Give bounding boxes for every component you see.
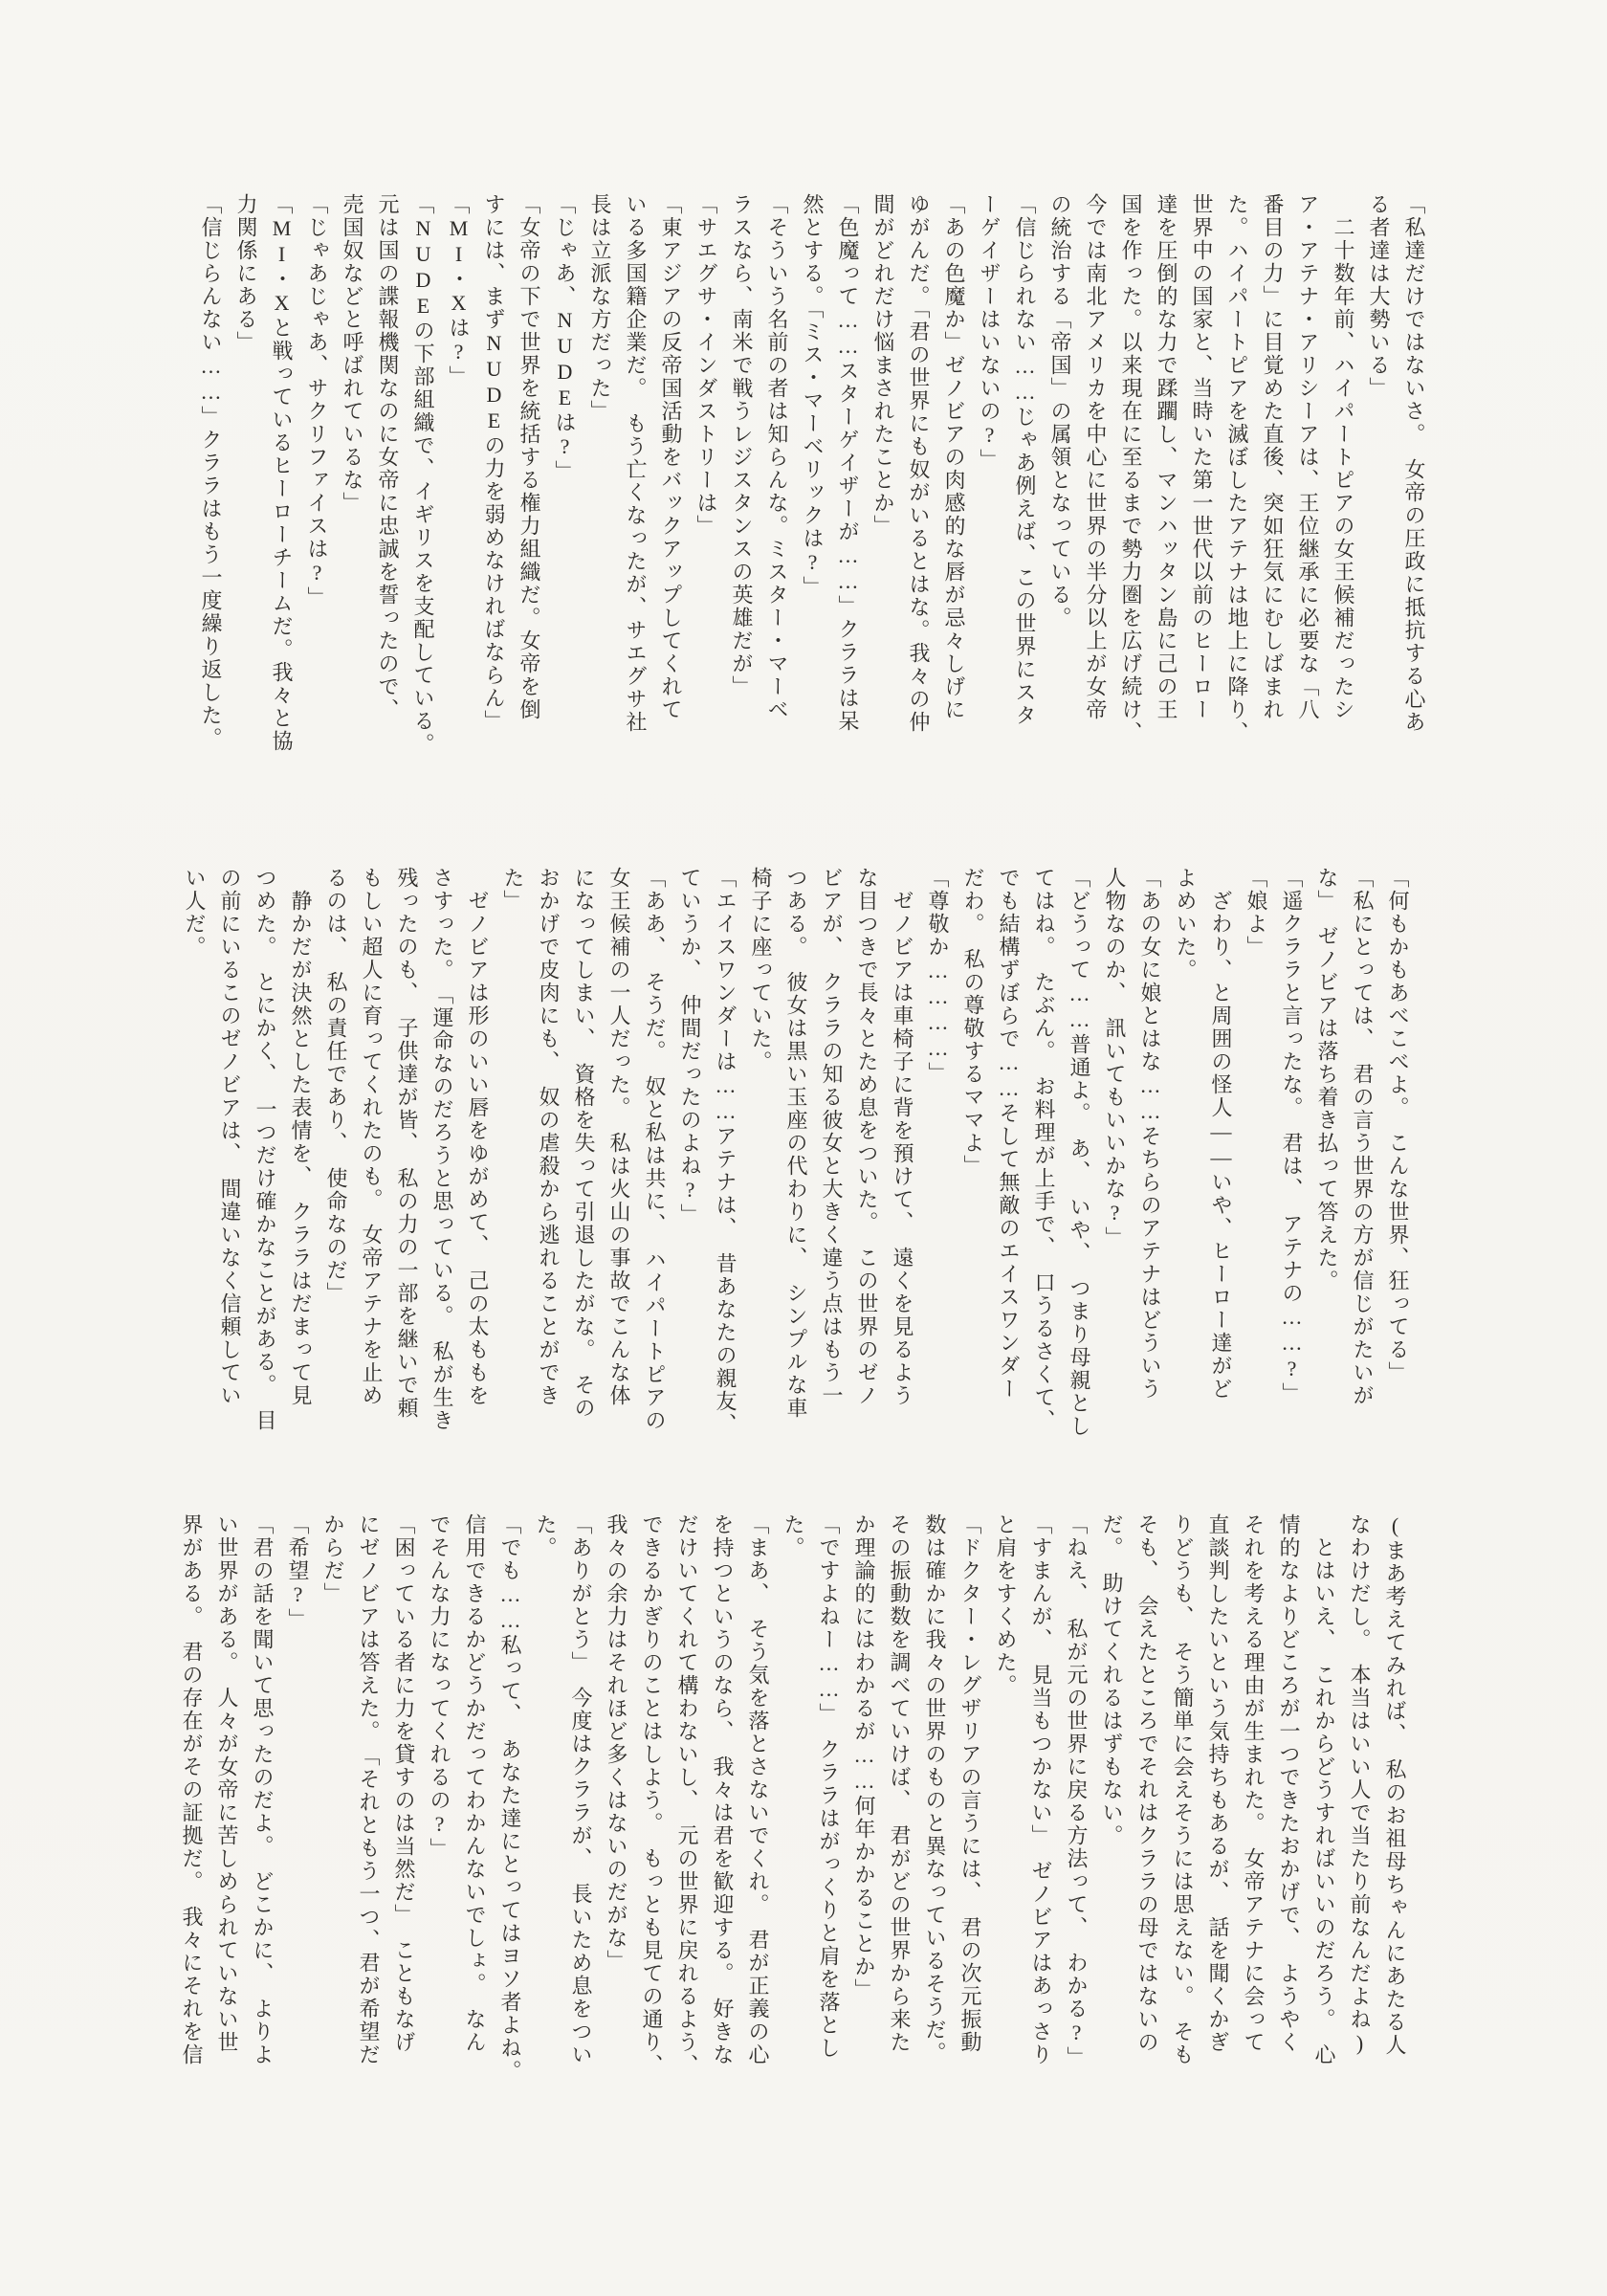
text-column: からだ」	[321, 1513, 345, 1605]
text-column: 女王候補の一人だった。 私は火山の事故でこんな体	[607, 867, 631, 1407]
text-column: 「ですよねー……」 クララはがっくりと肩を落とし	[817, 1513, 841, 2060]
text-column: 力関係にある」	[234, 193, 258, 354]
text-column: の統治する「帝国」の属領となっている。	[1048, 193, 1072, 629]
text-column: た。ハイパートピアを滅ぼしたアテナは地上に降り、	[1225, 193, 1249, 744]
text-column: 「私達だけではないさ。 女帝の圧政に抵抗する心あ	[1402, 193, 1426, 734]
text-column: 「すまんが、 見当もつかない」 ゼノビアはあっさり	[1029, 1513, 1053, 2066]
text-column: ゆがんだ。「君の世界にも奴がいるとはな。我々の仲	[907, 193, 931, 734]
text-column: とはいえ、 これからどうすればいいのだろう。 心	[1312, 1513, 1336, 2066]
text-column: 世界中の国家と、当時いた第一世代以前のヒーロー	[1190, 193, 1214, 721]
text-column: 「どうって……普通よ。 あ、 いや、 つまり母親とし	[1068, 867, 1091, 1438]
text-column: 「東アジアの反帝国活動をバックアップしてくれて	[659, 193, 683, 721]
text-column: 「君の話を聞いて思ったのだよ。 どこかに、 よりよ	[251, 1513, 275, 2066]
text-column: 「希望?」	[286, 1513, 310, 1631]
text-column: なわけだし。 本当はいい人で当たり前なんだよね)	[1348, 1513, 1372, 2057]
text-column: さすった。 「運命なのだろうと思っている。 私が生き	[430, 867, 454, 1432]
text-column: だけいてくれて構わないし、 元の世界に戻れるよう、	[675, 1513, 699, 2077]
text-block-middle	[177, 867, 1416, 1471]
text-column: 番目の力」に目覚めた直後、突如狂気にむしばまれ	[1261, 193, 1285, 721]
text-column: 然とする。「ミス・マーベリックは?」	[801, 193, 825, 599]
text-column: よめいた。	[1174, 867, 1198, 982]
text-column: 「遥クララと言ったな。 君は、 アテナの……?」	[1280, 867, 1304, 1405]
text-column: 「NUDEの下部組織で、イギリスを支配している。	[411, 193, 435, 756]
text-column: を持つというのなら、 我々は君を歓迎する。 好きな	[711, 1513, 735, 2066]
text-column: 「じゃあじゃあ、サクリファイスは?」	[305, 193, 329, 609]
text-column: 「信じらんない……」クララはもう一度繰り返した。	[199, 193, 223, 750]
text-column: 数は確かに我々の世界のものと異なっているそうだ。	[923, 1513, 947, 2064]
text-column: た。	[781, 1513, 805, 1559]
text-column: 「MI・Xと戦っているヒーローチームだ。我々と協	[270, 193, 294, 753]
text-block-top	[193, 193, 1432, 798]
text-column: 「困っている者に力を貸すのは当然だ」 こともなげ	[392, 1513, 416, 2054]
text-column: 「でも……私って、 あなた達にとってはヨソ者よね。	[498, 1513, 522, 2083]
text-column: 「MI・Xは?」	[447, 193, 471, 388]
text-column: ざわり、と周囲の怪人——いや、ヒーロー達がど	[1209, 867, 1233, 1401]
text-column: 我々の余力はそれほど多くはないのだがな」	[605, 1513, 628, 1973]
text-column: 「娘よ」	[1244, 867, 1268, 959]
text-column: できるかぎりのことはしよう。 もっとも見ての通り、	[640, 1513, 664, 2077]
text-column: おかげで皮肉にも、 奴の虐殺から逃れることができ	[537, 867, 561, 1407]
text-column: にゼノビアは答えた。 「それともう一つ、君が希望だ	[357, 1513, 381, 2066]
text-column: い人だ。	[183, 867, 207, 959]
text-block-bottom	[174, 1513, 1413, 2118]
text-column: 「色魔って……スターゲイザーが……」クララは呆	[836, 193, 860, 733]
text-column: つある。 彼女は黒い玉座の代わりに、 シンプルな車	[784, 867, 808, 1420]
text-column: 「エイスワンダーは……アテナは、 昔あなたの親友、	[714, 867, 737, 1436]
text-column: てはね。 たぶん。 お料理が上手で、 口うるさくて、	[1032, 867, 1056, 1432]
text-column: た」	[501, 867, 525, 913]
text-column: ラスなら、南米で戦うレジスタンスの英雄だが」	[730, 193, 754, 698]
text-column: もしい超人に育ってくれたのも。 女帝アテナを止め	[360, 867, 384, 1407]
text-column: すには、まずNUDEの力を弱めなければならん」	[482, 193, 506, 733]
text-column: た。	[534, 1513, 558, 1559]
text-column: い世界がある。 人々が女帝に苦しめられていない世	[215, 1513, 239, 2054]
text-column: ーゲイザーはいないの?」	[978, 193, 1002, 472]
text-column: 「ねえ、 私が元の世界に戻る方法って、 わかる?」	[1065, 1513, 1089, 2069]
text-column: でそんな力になってくれるの?」	[428, 1513, 451, 1861]
text-column: 「サエグサ・インダストリーは」	[694, 193, 718, 538]
text-column: 「まあ、 そう気を落とさないでくれ。 君が正義の心	[746, 1513, 770, 2066]
text-column: な」 ゼノビアは落ち着き払って答えた。	[1315, 867, 1339, 1292]
text-column: 「信じられない……じゃあ例えば、この世界にスタ	[1013, 193, 1037, 727]
text-column: と肩をすくめた。	[994, 1513, 1018, 1697]
text-column: りどうも、 そう簡単に会えそうには思えない。 そも	[1171, 1513, 1195, 2066]
text-column: つめた。 とにかく、 一つだけ確かなことがある。 目	[253, 867, 277, 1432]
text-column: 今では南北アメリカを中心に世界の半分以上が女帝	[1084, 193, 1108, 721]
text-column: 「あの色魔か」ゼノビアの肉感的な唇が忌々しげに	[942, 193, 966, 721]
text-column: の前にいるこのゼノビアは、 間違いなく信頼してい	[218, 867, 242, 1407]
text-column: それを考える理由が生まれた。 女帝アテナに会って	[1242, 1513, 1266, 2054]
text-column: 長は立派な方だった」	[588, 193, 612, 423]
text-column: 国を作った。以来現在に至るまで勢力圏を広げ続け、	[1119, 193, 1143, 744]
text-column: 「女帝の下で世界を統括する権力組織だ。女帝を倒	[517, 193, 541, 721]
text-column: 元は国の諜報機関なのに女帝に忠誠を誓ったので、	[376, 193, 400, 721]
text-column: 情的なよりどころが一つできたおかげで、 ようやく	[1277, 1513, 1301, 2054]
text-column: 二十数年前、ハイパートピアの女王候補だったシ	[1332, 193, 1355, 721]
text-column: 「あの女に娘とはな……そちらのアテナはどういう	[1138, 867, 1162, 1401]
text-column: 売国奴などと呼ばれているな」	[341, 193, 364, 515]
text-column: いる多国籍企業だ。 もう亡くなったが、サエグサ社	[624, 193, 648, 734]
text-column: ア・アテナ・アリシーアは、王位継承に必要な「八	[1296, 193, 1320, 721]
text-column: 「ああ、 そうだ。 奴と私は共に、 ハイパートピアの	[643, 867, 667, 1432]
text-column: だ。 助けてくれるはずもない。	[1100, 1513, 1124, 1847]
text-column: ゼノビアは車椅子に背を預けて、 遠くを見るよう	[891, 867, 914, 1407]
text-column: ゼノビアは形のいい唇をゆがめて、 己の太ももを	[466, 867, 490, 1407]
text-column: でも結構ずぼらで……そして無敵のエイスワンダー	[997, 867, 1021, 1401]
text-column: 静かだが決然とした表情を、 クララはだまって見	[289, 867, 313, 1407]
text-column: 「そういう名前の者は知らんな。ミスター・マーベ	[765, 193, 789, 721]
text-column: 残ったのも、 子供達が皆、 私の力の一部を継いで頼	[395, 867, 419, 1420]
text-column: 直談判したいという気持ちもあるが、 話を聞くかぎ	[1206, 1513, 1230, 2054]
text-column: 信用できるかどうかだってわかんないでしょ。 なん	[463, 1513, 487, 2054]
text-column: そも、 会えたところでそれはクララの母ではないの	[1135, 1513, 1159, 2054]
text-column: 人物なのか、 訊いてもいいかな?」	[1103, 867, 1127, 1249]
text-column: (まあ考えてみれば、 私のお祖母ちゃんにあたる人	[1383, 1513, 1407, 2057]
text-column: 達を圧倒的な力で蹂躙し、マンハッタン島に己の王	[1155, 193, 1178, 721]
text-column: ていうか、 仲間だったのよね?」	[678, 867, 702, 1226]
text-column: る者達は大勢いる」	[1367, 193, 1391, 400]
text-column: 界がある。 君の存在がその証拠だ。 我々にそれを信	[180, 1513, 204, 2066]
text-column: 「尊敬か…………」	[926, 867, 950, 1085]
text-column: になってしまい、 資格を失って引退したがな。 その	[572, 867, 596, 1420]
text-column: 「じゃあ、NUDEは?」	[553, 193, 577, 483]
text-column: その振動数を調べていけば、 君がどの世界から来た	[888, 1513, 912, 2054]
text-column: 「ありがとう」 今度はクララが、 長いため息をつい	[569, 1513, 593, 2066]
text-column: 「私にとっては、 君の言う世界の方が信じがたいが	[1351, 867, 1375, 1407]
text-column: るのは、 私の責任であり、 使命なのだ」	[324, 867, 348, 1305]
text-column: 間がどれだけ悩まされたことか」	[871, 193, 895, 538]
text-column: 「ドクター・レグザリアの言うには、 君の次元振動	[958, 1513, 982, 2054]
text-column: だわ。 私の尊敬するママよ」	[961, 867, 985, 1178]
text-column: ビアが、 クララの知る彼女と大きく違う点はもう一	[820, 867, 844, 1407]
text-column: 椅子に座っていた。	[749, 867, 773, 1073]
text-column: な目つきで長々とため息をついた。 この世界のゼノ	[855, 867, 879, 1407]
text-column: か理論的にはわかるが……何年かかることか」	[852, 1513, 876, 2001]
text-column: 「何もかもあべこべよ。 こんな世界、狂ってる」	[1386, 867, 1410, 1384]
